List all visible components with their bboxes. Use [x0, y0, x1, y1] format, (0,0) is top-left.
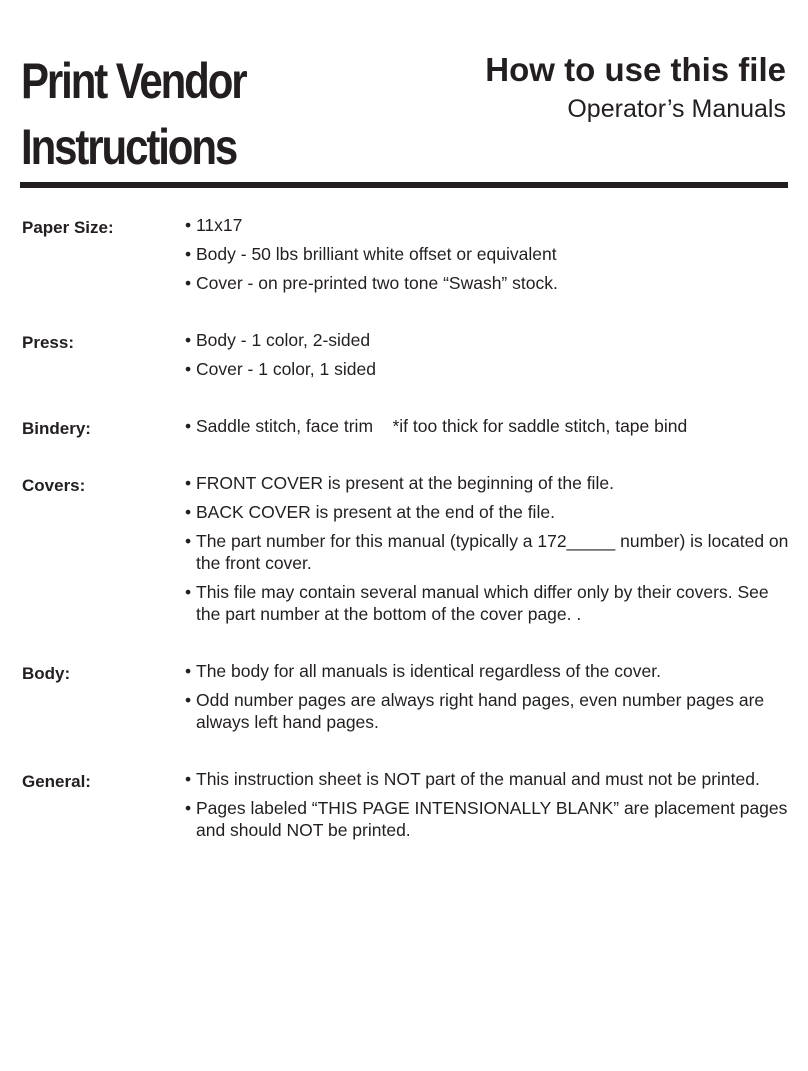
list-item: • Cover - 1 color, 1 sided	[185, 358, 792, 380]
list-item: • Body - 1 color, 2-sided	[185, 329, 792, 351]
section-label: Bindery:	[22, 419, 91, 438]
section-label: Paper Size:	[22, 218, 114, 237]
section-items	[185, 472, 792, 632]
section-paper-size	[22, 214, 792, 301]
header-divider	[20, 182, 788, 188]
section-bindery	[22, 415, 792, 444]
section-label: Covers:	[22, 476, 86, 495]
page-title-line-1: Print Vendor	[21, 53, 246, 109]
header-right	[485, 50, 786, 124]
page-title-line-2: Instructions	[21, 119, 237, 175]
list-item: • The body for all manuals is identical regardless of the cover.	[185, 660, 792, 682]
list-item: • Cover - on pre-printed two tone “Swash” stock.	[185, 272, 792, 294]
list-item: • This file may contain several manual which differ only by their covers. See the part number at the bottom of the cover page. .	[185, 581, 792, 625]
section-covers	[22, 472, 792, 632]
section-label: Press:	[22, 333, 74, 352]
list-item: • Saddle stitch, face trim *if too thick for saddle stitch, tape bind	[185, 415, 792, 437]
section-items	[185, 768, 792, 848]
section-label: General:	[22, 772, 91, 791]
instruction-sections	[22, 214, 792, 876]
section-general	[22, 768, 792, 848]
list-item: • 11x17	[185, 214, 792, 236]
list-item: • Pages labeled “THIS PAGE INTENSIONALLY BLANK” are placement pages and should NOT be printed.	[185, 797, 792, 841]
list-item: • Odd number pages are always right hand pages, even number pages are always left hand pages.	[185, 689, 792, 733]
list-item: • Body - 50 lbs brilliant white offset or equivalent	[185, 243, 792, 265]
section-items	[185, 214, 792, 301]
section-body	[22, 660, 792, 740]
how-to-use-heading: How to use this file	[485, 51, 786, 88]
section-press	[22, 329, 792, 387]
list-item: • FRONT COVER is present at the beginning of the file.	[185, 472, 792, 494]
section-items	[185, 329, 792, 387]
section-items	[185, 415, 792, 444]
page-title	[21, 48, 246, 180]
manual-type-subheading: Operator’s Manuals	[567, 95, 786, 123]
list-item: • BACK COVER is present at the end of the file.	[185, 501, 792, 523]
list-item: • This instruction sheet is NOT part of the manual and must not be printed.	[185, 768, 792, 790]
list-item: • The part number for this manual (typically a 172_____ number) is located on the front cover.	[185, 530, 792, 574]
section-label: Body:	[22, 664, 71, 683]
section-items	[185, 660, 792, 740]
